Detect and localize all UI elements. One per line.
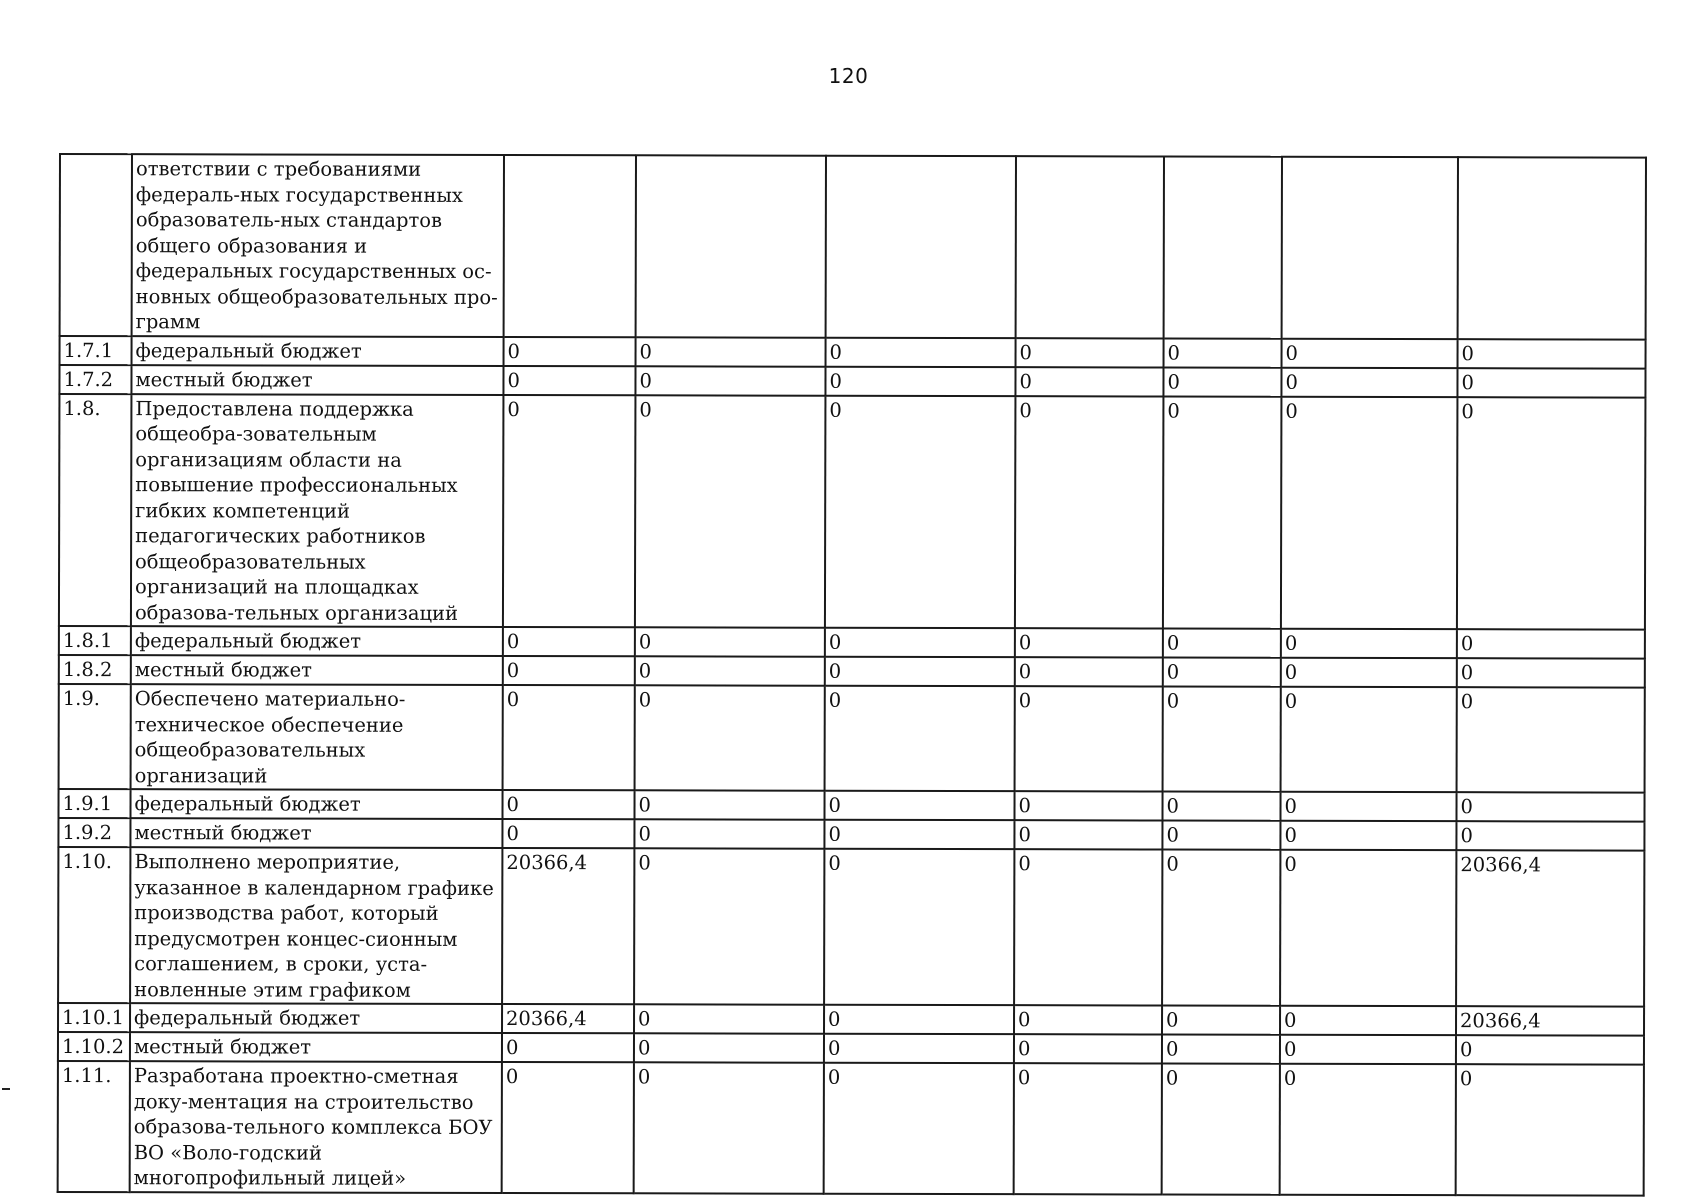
value-cell: 0 [1162,1006,1280,1035]
table-row [58,789,1644,822]
table-row [60,154,1646,339]
value-cell: 0 [824,1005,1014,1034]
page-number: 120 [828,64,869,88]
value-cell: 0 [1281,658,1457,687]
value-cell: 0 [1015,628,1163,657]
value-cell: 0 [1457,687,1645,792]
table-row [58,1061,1644,1195]
value-cell: 0 [1282,338,1458,367]
row-description-cell: федеральный бюджет [131,626,503,656]
row-description-cell: местный бюджет [130,818,502,848]
row-number-cell: 1.7.1 [60,336,132,365]
value-cell: 0 [502,1033,634,1062]
value-cell: 0 [1014,820,1162,849]
value-cell: 0 [825,395,1016,628]
value-cell: 0 [1015,686,1163,791]
budget-table [57,153,1647,1196]
value-cell: 0 [634,1033,824,1062]
table-row [58,847,1644,1007]
table-row [59,394,1646,630]
value-cell: 0 [824,820,1014,849]
row-description-cell: местный бюджет [131,365,503,395]
value-cell: 0 [1280,821,1456,850]
value-cell: 0 [825,628,1015,657]
value-cell: 0 [824,1063,1014,1194]
value-cell: 0 [1457,397,1646,630]
value-cell: 0 [1162,821,1280,850]
table-row [58,818,1644,851]
value-cell: 0 [503,656,635,685]
value-cell: 0 [825,686,1015,791]
value-cell: 0 [1162,1064,1280,1195]
row-description-cell: Предоставлена поддержка общеобра-зовательным организациям области на повышение профессиональных гибких компетенций педагогических работников общеобразовательных организаций на площадках образова-тельных организаций [131,394,504,627]
value-cell: 0 [636,337,826,366]
table-row [59,655,1645,688]
value-cell [1458,157,1646,339]
value-cell: 0 [635,685,825,790]
row-description-cell: федеральный бюджет [132,336,504,366]
value-cell: 0 [824,791,1014,820]
value-cell: 0 [1014,849,1162,1005]
row-number-cell: 1.8.1 [59,626,131,655]
value-cell: 0 [1014,1034,1162,1063]
row-number-cell: 1.11. [58,1061,130,1192]
value-cell: 0 [503,395,636,628]
value-cell: 0 [634,848,824,1004]
value-cell: 20366,4 [1456,1006,1644,1035]
value-cell: 0 [504,337,636,366]
value-cell: 20366,4 [502,848,634,1004]
value-cell: 0 [1457,629,1645,658]
value-cell: 0 [1281,367,1457,396]
value-cell: 0 [825,657,1015,686]
value-cell: 0 [635,627,825,656]
value-cell: 0 [1014,1005,1162,1034]
value-cell: 0 [503,685,635,790]
value-cell: 0 [503,627,635,656]
row-number-cell: 1.9. [59,684,131,789]
row-number-cell: 1.9.2 [58,818,130,847]
value-cell: 0 [824,849,1014,1005]
value-cell: 0 [1162,1035,1280,1064]
table-row [59,626,1645,659]
value-cell [1016,156,1164,338]
value-cell: 0 [635,395,826,628]
value-cell: 0 [1457,658,1645,687]
value-cell: 0 [1015,657,1163,686]
value-cell: 0 [634,819,824,848]
row-number-cell: 1.10.2 [58,1032,130,1061]
row-number-cell: 1.9.1 [58,789,130,818]
value-cell: 0 [1280,1006,1456,1035]
table-row [58,1003,1644,1036]
value-cell: 0 [502,819,634,848]
value-cell: 0 [1162,850,1280,1006]
value-cell: 20366,4 [502,1004,634,1033]
value-cell: 0 [1163,687,1281,792]
value-cell: 0 [1163,658,1281,687]
row-number-cell: 1.10. [58,847,130,1003]
row-description-cell: Разработана проектно-сметная доку-ментация на строительство образова-тельного комплекса БОУ ВО «Воло-годский многопрофильный лицей» [130,1061,502,1192]
value-cell: 0 [635,656,825,685]
value-cell: 0 [634,1004,824,1033]
value-cell: 0 [634,1062,824,1193]
value-cell: 0 [1280,1064,1456,1195]
value-cell: 0 [1280,850,1456,1006]
table-row [60,336,1646,369]
value-cell: 0 [1280,1035,1456,1064]
value-cell [1282,157,1458,339]
value-cell: 0 [634,790,824,819]
row-description-cell: ответствии с требованиями федераль-ных государственных образователь-ных стандартов общего образования и федеральных государственных ос-новных общеобразовательных про-грамм [132,154,504,336]
row-number-cell: 1.8.2 [59,655,131,684]
value-cell: 0 [1163,367,1281,396]
row-number-cell [60,154,132,336]
row-description-cell: местный бюджет [130,1032,502,1062]
value-cell: 0 [503,366,635,395]
value-cell: 0 [1456,1064,1644,1195]
row-number-cell: 1.7.2 [59,365,131,394]
value-cell: 0 [502,790,634,819]
value-cell [1164,157,1282,339]
value-cell: 0 [1016,338,1164,367]
value-cell: 0 [825,366,1015,395]
value-cell [636,155,826,337]
value-cell: 0 [1456,792,1644,821]
row-description-cell: Обеспечено материально-техническое обеспечение общеобразовательных организаций [131,684,503,790]
value-cell: 0 [1163,629,1281,658]
value-cell: 0 [1456,821,1644,850]
value-cell: 20366,4 [1456,850,1644,1006]
row-description-cell: федеральный бюджет [130,789,502,819]
row-number-cell: 1.8. [59,394,132,627]
row-description-cell: федеральный бюджет [130,1003,502,1033]
value-cell [504,155,636,337]
value-cell: 0 [1162,792,1280,821]
value-cell: 0 [824,1034,1014,1063]
value-cell: 0 [1015,367,1163,396]
value-cell: 0 [826,337,1016,366]
margin-mark [2,1088,10,1090]
value-cell: 0 [1281,396,1458,629]
table-row [58,1032,1644,1065]
table-row [59,684,1645,793]
value-cell: 0 [1456,1035,1644,1064]
row-description-cell: Выполнено мероприятие, указанное в календарном графике производства работ, который предусмотрен концес-сионным соглашением, в сроки, уста-новленные этим графиком [130,847,502,1004]
value-cell: 0 [635,366,825,395]
value-cell: 0 [1163,396,1282,629]
value-cell: 0 [1164,338,1282,367]
value-cell: 0 [1014,791,1162,820]
value-cell: 0 [1281,687,1457,792]
value-cell [826,156,1016,338]
value-cell: 0 [502,1062,634,1193]
value-cell: 0 [1281,629,1457,658]
value-cell: 0 [1457,368,1645,397]
value-cell: 0 [1280,792,1456,821]
row-description-cell: местный бюджет [131,655,503,685]
value-cell: 0 [1014,1063,1162,1194]
value-cell: 0 [1458,339,1646,368]
value-cell: 0 [1015,396,1164,629]
table-row [59,365,1645,398]
row-number-cell: 1.10.1 [58,1003,130,1032]
